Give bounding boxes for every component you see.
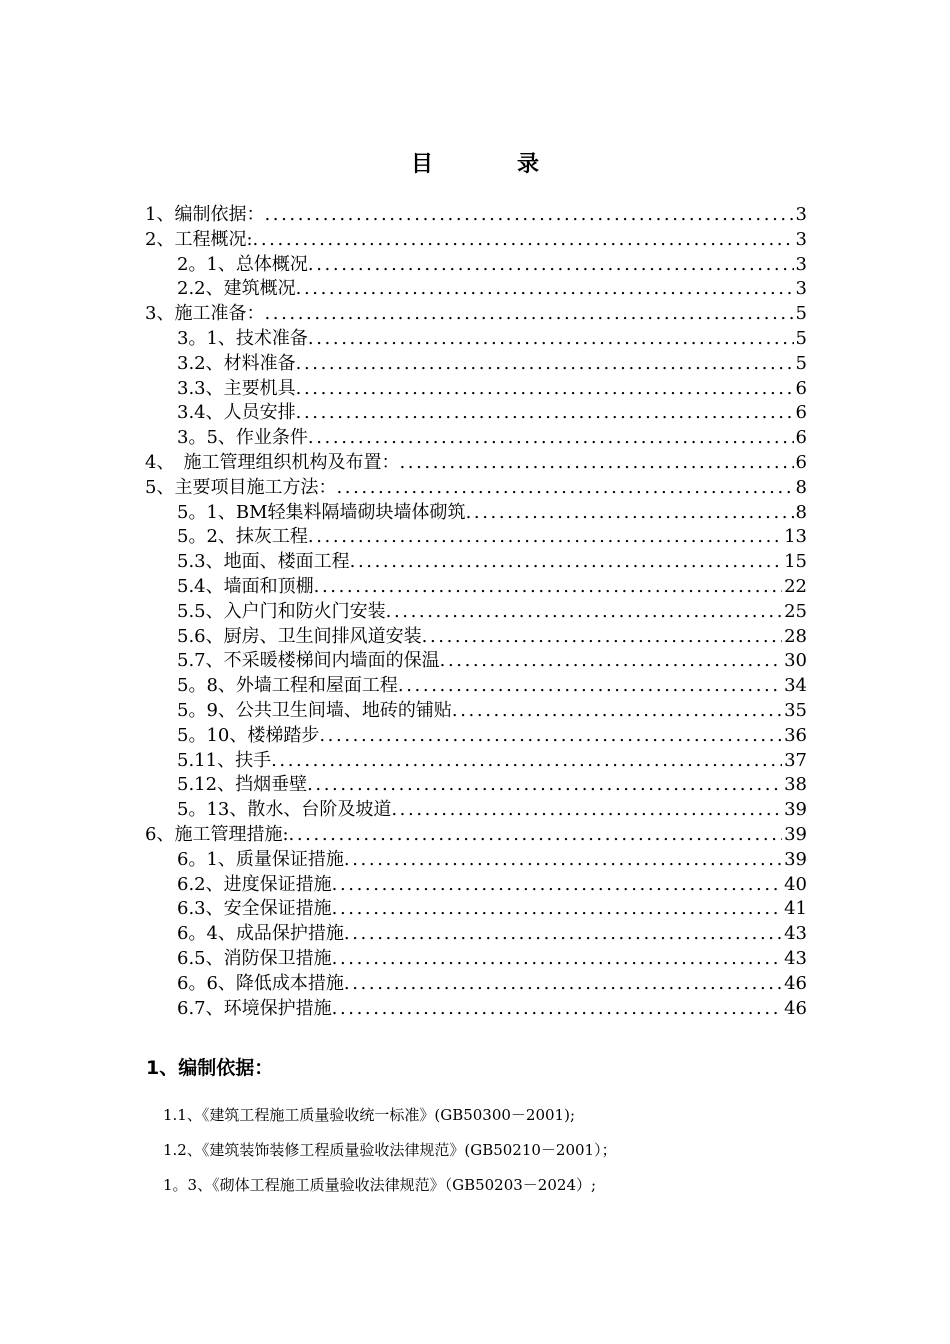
toc-dot-leader <box>308 426 794 451</box>
toc-entry[interactable] <box>145 377 807 402</box>
toc-entry-page: 30 <box>784 650 807 672</box>
toc-title-left: 目 <box>410 152 433 177</box>
toc-entry[interactable] <box>145 947 807 972</box>
toc-entry-label: 2。1、总体概况 <box>177 253 308 275</box>
toc-entry-label: 6。1、质量保证措施 <box>177 848 344 870</box>
toc-entry[interactable] <box>145 600 807 625</box>
toc-entry[interactable] <box>145 848 807 873</box>
toc-dot-leader <box>332 873 782 898</box>
toc-entry-page: 5 <box>795 303 807 325</box>
toc-entry-label: 2.2、建筑概况 <box>177 278 296 300</box>
toc-entry-page: 6 <box>795 451 807 473</box>
toc-dot-leader <box>440 649 782 674</box>
toc-entry-label: 5.3、地面、楼面工程 <box>177 551 350 573</box>
toc-entry[interactable] <box>145 823 807 848</box>
toc-entry[interactable] <box>145 674 807 699</box>
toc-dot-leader <box>296 352 794 377</box>
section-heading: 1、编制依据： <box>146 1057 274 1079</box>
toc-dot-leader <box>398 674 782 699</box>
toc-entry[interactable] <box>145 426 807 451</box>
toc-entry-label: 3。1、技术准备 <box>177 327 308 349</box>
toc-dot-leader <box>336 476 793 501</box>
toc-dot-leader <box>452 699 782 724</box>
toc-entry-label: 5。2、抹灰工程 <box>177 526 308 548</box>
toc-dot-leader <box>332 897 782 922</box>
toc-entry-label: 5.6、厨房、卫生间排风道安装 <box>177 625 422 647</box>
toc-entry[interactable] <box>145 873 807 898</box>
toc-entry-page: 3 <box>795 228 807 250</box>
toc-entry[interactable] <box>145 253 807 278</box>
toc-entry-label: 6.3、安全保证措施 <box>177 898 332 920</box>
toc-dot-leader <box>308 327 794 352</box>
toc-entry-label: 5。13、散水、台阶及坡道 <box>177 799 392 821</box>
toc-entry[interactable] <box>145 699 807 724</box>
toc-entry-label: 3、施工准备： <box>145 303 265 325</box>
toc-entry[interactable] <box>145 476 807 501</box>
toc-dot-leader <box>399 451 793 476</box>
toc-entry[interactable] <box>145 798 807 823</box>
toc-entry-page: 39 <box>784 799 807 821</box>
toc-entry-page: 41 <box>784 898 807 920</box>
toc-entry-label: 6.5、消防保卫措施 <box>177 947 332 969</box>
toc-entry-label: 5。10、楼梯踏步 <box>177 724 320 746</box>
toc-entry-page: 13 <box>784 526 807 548</box>
toc-entry-page: 3 <box>795 204 807 225</box>
toc-dot-leader <box>422 625 782 650</box>
toc-entry-page: 46 <box>784 972 807 994</box>
toc-entry-label: 4、 施工管理组织机构及布置： <box>145 451 400 473</box>
toc-entry[interactable] <box>145 525 807 550</box>
toc-entry-page: 39 <box>784 823 807 845</box>
toc-dot-leader <box>466 501 794 526</box>
toc-dot-leader <box>332 997 782 1022</box>
toc-entry-label: 5.7、不采暖楼梯间内墙面的保温 <box>177 650 440 672</box>
toc-entry-page: 38 <box>784 774 807 796</box>
toc-entry[interactable] <box>145 203 807 228</box>
toc-entry-label: 1、编制依据： <box>145 204 265 225</box>
toc-entry-page: 46 <box>784 997 807 1019</box>
toc-dot-leader <box>308 525 782 550</box>
toc-entry-page: 40 <box>784 873 807 895</box>
toc-entry-page: 35 <box>784 699 807 721</box>
toc-entry-page: 37 <box>784 749 807 771</box>
toc-entry[interactable] <box>145 625 807 650</box>
toc-dot-leader <box>344 972 782 997</box>
toc-entry-label: 5.12、挡烟垂壁 <box>177 774 308 796</box>
toc-entry-label: 3.3、主要机具 <box>177 377 296 399</box>
toc-entry-page: 43 <box>784 923 807 945</box>
toc-entry-label: 5。8、外墙工程和屋面工程 <box>177 675 398 697</box>
toc-entry[interactable] <box>145 550 807 575</box>
toc-dot-leader <box>289 823 783 848</box>
toc-entry-label: 5.4、墙面和顶棚 <box>177 575 314 597</box>
toc-title <box>0 147 950 178</box>
toc-dot-leader <box>307 773 782 798</box>
toc-entry-page: 28 <box>784 625 807 647</box>
toc-entry-label: 5.11、扶手 <box>177 749 272 771</box>
toc-entry-page: 6 <box>795 402 807 424</box>
toc-entry-page: 5 <box>795 352 807 374</box>
toc-entry[interactable] <box>145 327 807 352</box>
toc-entry-label: 5、主要项目施工方法： <box>145 476 337 498</box>
toc-entry-label: 6。6、降低成本措施 <box>177 972 344 994</box>
toc-entry-page: 15 <box>784 551 807 573</box>
toc-dot-leader <box>386 600 782 625</box>
toc-entry[interactable] <box>145 897 807 922</box>
toc-entry[interactable] <box>145 277 807 302</box>
toc-entry[interactable] <box>145 749 807 774</box>
toc-dot-leader <box>271 749 782 774</box>
toc-dot-leader <box>319 724 782 749</box>
toc-entry-label: 6.7、环境保护措施 <box>177 997 332 1019</box>
toc-entry-label: 6.2、进度保证措施 <box>177 873 332 895</box>
toc-entry[interactable] <box>145 575 807 600</box>
toc-entry-page: 25 <box>784 600 807 622</box>
reference-list <box>163 1103 617 1208</box>
toc-entry[interactable] <box>145 501 807 526</box>
toc-entry-page: 3 <box>795 253 807 275</box>
toc-entry-page: 3 <box>795 278 807 300</box>
toc-entry[interactable] <box>145 401 807 426</box>
toc-entry-label: 3.2、材料准备 <box>177 352 296 374</box>
toc-entry-page: 36 <box>784 724 807 746</box>
toc-entry-page: 39 <box>784 848 807 870</box>
reference-item: 1.1、《建筑工程施工质量验收统一标准》(GB50300－2001); <box>163 1106 576 1124</box>
toc-entry[interactable] <box>145 302 807 327</box>
toc-dot-leader <box>264 203 793 228</box>
toc-entry[interactable] <box>145 724 807 749</box>
toc-dot-leader <box>350 550 782 575</box>
toc-entry[interactable] <box>145 997 807 1022</box>
toc-entry-page: 5 <box>795 327 807 349</box>
table-of-contents <box>145 203 807 1021</box>
toc-entry-page: 34 <box>784 675 807 697</box>
toc-title-right: 录 <box>517 152 540 177</box>
toc-entry-page: 43 <box>784 947 807 969</box>
toc-dot-leader <box>296 401 794 426</box>
toc-entry-label: 6、施工管理措施: <box>145 823 289 845</box>
toc-entry-label: 5。9、公共卫生间墙、地砖的铺贴 <box>177 699 452 721</box>
toc-dot-leader <box>253 228 794 253</box>
toc-entry[interactable] <box>145 352 807 377</box>
toc-entry-page: 8 <box>795 501 807 523</box>
toc-entry-label: 2、工程概况: <box>145 228 253 250</box>
toc-entry-label: 6。4、成品保护措施 <box>177 923 344 945</box>
toc-entry-label: 5。1、BM轻集料隔墙砌块墙体砌筑 <box>177 501 466 523</box>
toc-dot-leader <box>314 575 782 600</box>
toc-entry[interactable] <box>145 922 807 947</box>
toc-entry[interactable] <box>145 451 807 476</box>
toc-dot-leader <box>296 377 794 402</box>
reference-item: 1.2、《建筑装饰装修工程质量验收法律规范》(GB50210－2001）； <box>163 1141 617 1159</box>
toc-entry[interactable] <box>145 649 807 674</box>
toc-entry-label: 3.4、人员安排 <box>177 402 296 424</box>
reference-item: 1。3、《砌体工程施工质量验收法律规范》（GB50203－2024）; <box>163 1176 597 1194</box>
toc-dot-leader <box>296 277 794 302</box>
toc-entry-page: 6 <box>795 377 807 399</box>
toc-entry-page: 22 <box>784 575 807 597</box>
toc-dot-leader <box>332 947 782 972</box>
toc-entry[interactable] <box>145 773 807 798</box>
toc-dot-leader <box>391 798 782 823</box>
toc-entry-label: 3。5、作业条件 <box>177 427 308 449</box>
toc-dot-leader <box>344 848 782 873</box>
toc-entry-label: 5.5、入户门和防火门安装 <box>177 600 386 622</box>
toc-entry[interactable] <box>145 972 807 997</box>
toc-entry-page: 8 <box>795 476 807 498</box>
toc-dot-leader <box>264 302 793 327</box>
toc-dot-leader <box>308 253 794 278</box>
toc-dot-leader <box>344 922 782 947</box>
toc-entry[interactable] <box>145 228 807 253</box>
toc-entry-page: 6 <box>795 427 807 449</box>
